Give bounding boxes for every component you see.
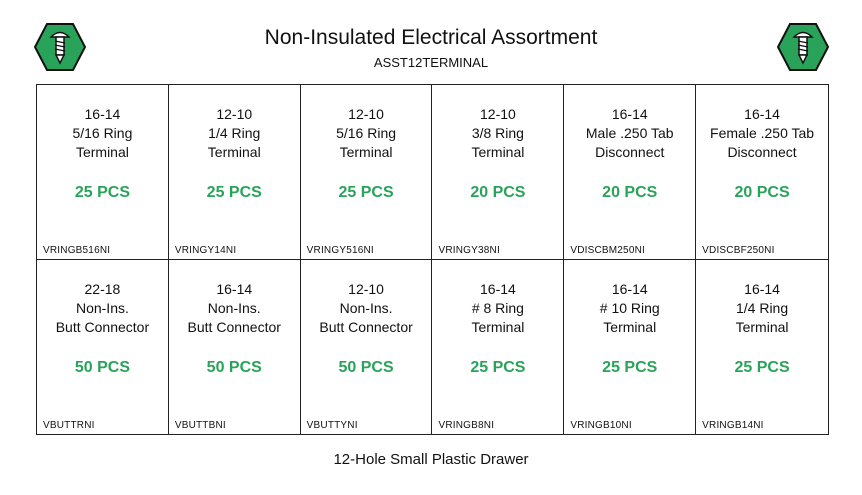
part-number: VRINGY14NI [174, 244, 237, 256]
drawer-cell [432, 260, 564, 435]
quantity: 50 PCS [74, 358, 130, 376]
part-number: VRINGY38NI [438, 244, 500, 256]
drawer-cell [301, 85, 433, 260]
quantity: 20 PCS [602, 184, 658, 201]
assortment-code: ASST12TERMINAL [373, 55, 489, 70]
assortment-grid [36, 84, 829, 435]
part-number: VRINGB10NI [570, 420, 632, 431]
drawer-cell [564, 85, 696, 260]
item-category: Terminal [75, 144, 129, 160]
part-number: VBUTTBNI [174, 420, 226, 431]
drawer-description: 12-Hole Small Plastic Drawer [333, 451, 529, 468]
page-title: Non-Insulated Electrical Assortment [264, 26, 598, 49]
drawer-cell [696, 260, 828, 435]
part-number: VBUTTRNI [43, 420, 95, 431]
item-category: Terminal [735, 318, 789, 335]
item-category: Terminal [207, 144, 261, 160]
quantity: 50 PCS [338, 358, 394, 376]
item-type: 5/16 Ring [336, 125, 397, 141]
item-category: Terminal [603, 318, 657, 335]
item-type: Non-Ins. [75, 299, 129, 316]
item-category: Terminal [339, 144, 393, 160]
drawer-cell [37, 85, 169, 260]
item-category: Disconnect [727, 144, 797, 160]
wire-gauge: 16-14 [84, 106, 121, 122]
quantity: 25 PCS [734, 358, 790, 376]
wire-gauge: 12-10 [348, 280, 384, 297]
wire-gauge: 16-14 [611, 106, 648, 122]
item-type: 5/16 Ring [72, 125, 133, 141]
item-type: # 8 Ring [471, 299, 524, 316]
drawer-cell [696, 85, 828, 260]
drawer-cell [37, 260, 169, 435]
quantity: 20 PCS [734, 184, 790, 201]
quantity: 25 PCS [602, 358, 658, 376]
wire-gauge: 16-14 [480, 280, 516, 297]
part-number: VRINGB8NI [438, 420, 495, 431]
part-number: VDISCBF250NI [702, 244, 775, 256]
item-type: Male .250 Tab [585, 125, 674, 141]
item-category: Disconnect [595, 144, 665, 160]
item-type: Female .250 Tab [710, 125, 815, 141]
part-number: VRINGB516NI [43, 244, 111, 256]
item-type: Non-Ins. [339, 299, 393, 316]
quantity: 25 PCS [206, 184, 262, 201]
drawer-cell [169, 260, 301, 435]
wire-gauge: 12-10 [480, 106, 516, 122]
item-type: 1/4 Ring [735, 299, 789, 316]
wire-gauge: 12-10 [216, 106, 253, 122]
item-type: 1/4 Ring [208, 125, 261, 141]
wire-gauge: 16-14 [216, 280, 253, 297]
item-category: Butt Connector [187, 318, 281, 335]
part-number: VDISCBM250NI [570, 244, 645, 256]
quantity: 25 PCS [470, 358, 526, 376]
drawer-cell [169, 85, 301, 260]
wire-gauge: 22-18 [84, 280, 121, 297]
screw-hexagon-icon [777, 23, 829, 71]
item-category: Butt Connector [319, 318, 413, 335]
drawer-cell [301, 260, 433, 435]
item-category: Terminal [471, 144, 525, 160]
wire-gauge: 12-10 [348, 106, 384, 122]
wire-gauge: 16-14 [611, 280, 648, 297]
part-number: VRINGY516NI [306, 244, 374, 256]
quantity: 20 PCS [470, 184, 526, 201]
item-category: Butt Connector [55, 318, 150, 335]
drawer-cell [564, 260, 696, 435]
drawer-cell [432, 85, 564, 260]
item-type: 3/8 Ring [471, 125, 524, 141]
wire-gauge: 16-14 [744, 280, 780, 297]
item-type: # 10 Ring [599, 299, 660, 316]
part-number: VBUTTYNI [306, 420, 358, 431]
quantity: 50 PCS [206, 358, 262, 376]
quantity: 25 PCS [74, 184, 130, 201]
quantity: 25 PCS [338, 184, 394, 201]
part-number: VRINGB14NI [702, 420, 764, 431]
wire-gauge: 16-14 [744, 106, 780, 122]
item-type: Non-Ins. [207, 299, 261, 316]
item-category: Terminal [471, 318, 525, 335]
